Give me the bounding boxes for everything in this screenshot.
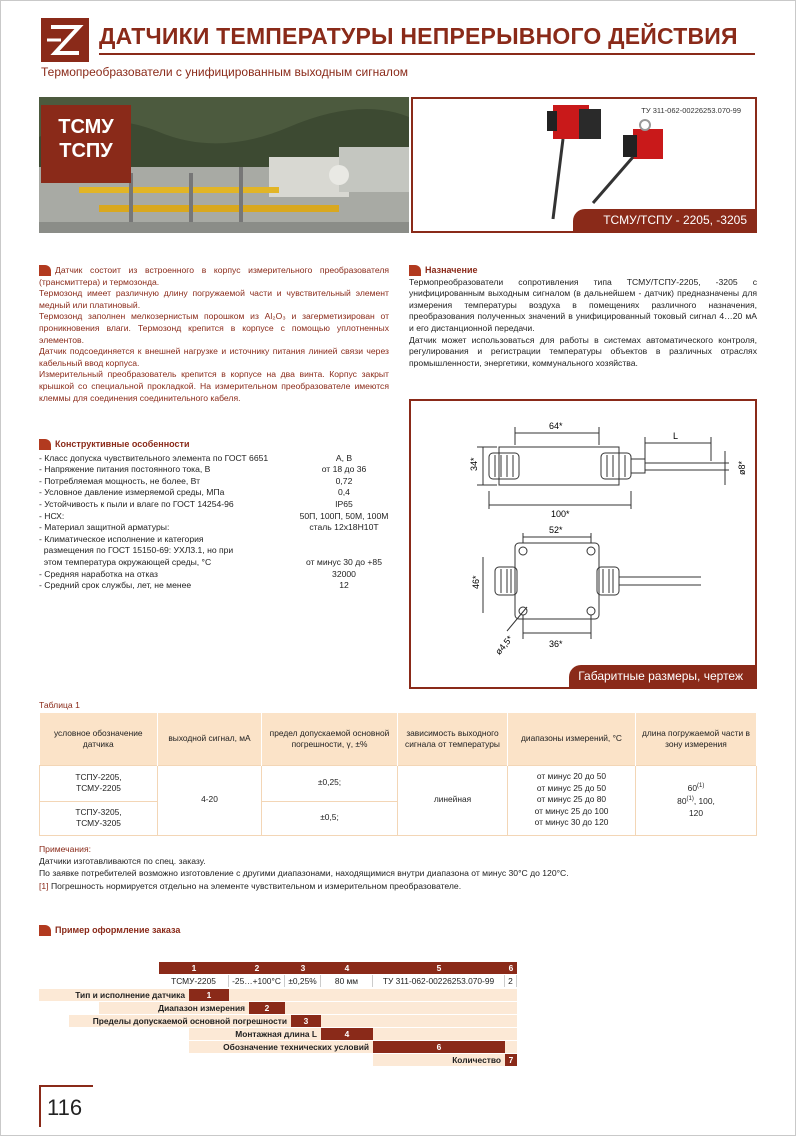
order-value: ТСМУ-2205	[159, 975, 229, 987]
feature-name: - Средний срок службы, лет, не менее	[39, 580, 192, 591]
order-number: 2	[229, 962, 285, 974]
note-line: Погрешность нормируется отдельно на элементе чувствительном и измерительном преобразователе.	[50, 880, 462, 891]
description-paragraph: Датчик подсоединяется к внешней нагрузке и источнику питания линией связи через кабельный ввод корпуса.	[39, 346, 389, 368]
table-header-cell: длина погружаемой части в зону измерения	[636, 713, 757, 765]
order-value: ±0,25%	[285, 975, 321, 987]
order-number: 4	[321, 962, 373, 974]
feature-row	[39, 522, 399, 534]
range-item: от минус 20 до 50	[536, 771, 607, 782]
feature-name: - Класс допуска чувствительного элемента по ГОСТ 6651	[39, 452, 269, 463]
dim-diameter: ø8*	[737, 460, 747, 475]
feature-row	[39, 545, 399, 557]
specs-table	[39, 713, 757, 836]
notes-block	[39, 843, 757, 892]
table-caption: Таблица 1	[39, 700, 80, 710]
dim-hole: ø4,5*	[493, 633, 515, 657]
page-title: ДАТЧИКИ ТЕМПЕРАТУРЫ НЕПРЕРЫВНОГО ДЕЙСТВИЯ	[99, 23, 738, 49]
feature-value: 0,4	[338, 487, 350, 498]
order-value: 2	[505, 975, 517, 987]
order-row-label: Количество	[373, 1054, 505, 1066]
order-row-number: 2	[249, 1002, 285, 1014]
dim-total-width: 100*	[551, 509, 570, 519]
feature-name: - Средняя наработка на отказ	[39, 568, 158, 579]
order-row-fill	[321, 1015, 517, 1027]
order-row-number: 3	[291, 1015, 321, 1027]
order-number: 5	[373, 962, 505, 974]
badge-line-2: ТСПУ	[59, 140, 113, 162]
feature-value: от 18 до 36	[321, 464, 367, 475]
table-header-cell: предел допускаемой основной погрешности, γ, ±%	[262, 713, 398, 765]
order-row-label: Монтажная длина L	[189, 1028, 321, 1040]
dimension-drawing	[409, 399, 757, 689]
order-number: 6	[505, 962, 517, 974]
feature-value: IP65	[335, 498, 353, 509]
feature-name: - Устойчивость к пыли и влаге по ГОСТ 14254-96	[39, 498, 234, 509]
drawing-svg	[411, 401, 755, 671]
dim-box-height: 46*	[471, 575, 481, 589]
length-value: 60	[687, 782, 697, 793]
table-cell: ±0,25;	[262, 765, 398, 801]
banner	[39, 97, 757, 233]
feature-value: сталь 12х18Н10Т	[309, 522, 379, 533]
order-row-label: Диапазон измерения	[99, 1002, 249, 1014]
section-bullet-icon	[409, 265, 421, 276]
description-paragraph: Термозонд заполнен мелкозернистым порошком из Al₂O₃ и загерметизирован от проникновения влаги. Термозонд крепится в корпусе с помощью уплотненных элементов.	[39, 311, 389, 345]
section-bullet-icon	[39, 925, 51, 936]
feature-name: - Материал защитной арматуры:	[39, 522, 170, 533]
feature-value: от минус 30 до +85	[306, 556, 382, 567]
length-value: 80	[677, 796, 687, 807]
description-paragraph: Измерительный преобразователь крепится в корпусе на два винта. Корпус закрыт крышкой со специальной прокладкой. На измерительном преобразователе имеются клеммы для соединения соединительного кабеля.	[39, 369, 389, 403]
length-value: 120	[689, 807, 703, 818]
table-cell: 4-20	[158, 765, 262, 835]
description-paragraph: Датчик состоит из встроенного в корпус измерительного преобразователя (трансмиттера) и термозонда.	[39, 265, 389, 287]
order-row-number: 1	[189, 989, 229, 1001]
note-ref-mark: [1]	[39, 880, 49, 891]
range-item: от минус 30 до 120	[534, 817, 609, 828]
table-header-cell: зависимость выходного сигнала от температуры	[398, 713, 508, 765]
table-cell: ±0,5;	[262, 801, 398, 835]
feature-value: А, В	[335, 452, 353, 463]
order-row-fill	[373, 1028, 517, 1040]
order-value: ТУ 311-062-00226253.070-99	[373, 975, 505, 987]
features-heading: Конструктивные особенности	[55, 439, 190, 449]
order-number: 3	[285, 962, 321, 974]
note-line: Датчики изготавливаются по спец. заказу.	[39, 856, 206, 867]
table-cell: ТСПУ-3205, ТСМУ-3205	[40, 801, 158, 835]
feature-row	[39, 557, 399, 569]
table-cell: ТСПУ-2205, ТСМУ-2205	[40, 765, 158, 801]
order-row-fill	[285, 1002, 517, 1014]
order-value: -25…+100°С	[229, 975, 285, 987]
order-number: 1	[159, 962, 229, 974]
feature-name: - Климатическое исполнение и категория	[39, 533, 204, 544]
range-item: от минус 25 до 80	[536, 794, 607, 805]
dim-height-left: 34*	[469, 457, 479, 471]
feature-row	[39, 499, 399, 511]
order-row-label: Обозначение технических условий	[189, 1041, 373, 1053]
purpose-block	[409, 265, 757, 369]
feature-value: 12	[339, 580, 349, 591]
order-row-number: 7	[505, 1054, 517, 1066]
feature-name: этом температура окружающей среды, °С	[39, 556, 212, 567]
order-row-number: 6	[373, 1041, 505, 1053]
dim-hole-spacing: 36*	[549, 639, 563, 649]
features-block	[39, 439, 399, 592]
footnote-mark: (1)	[686, 796, 694, 803]
order-example	[39, 959, 539, 1069]
table-cell-length	[636, 765, 757, 835]
feature-value	[289, 534, 399, 546]
feature-row	[39, 534, 399, 546]
feature-name: - Напряжение питания постоянного тока, В	[39, 464, 211, 475]
description-paragraph: Термозонд имеет различную длину погружаемой части и чувствительный элемент медный или платиновый.	[39, 288, 389, 310]
notes-heading: Примечания:	[39, 844, 92, 854]
dim-top-width: 64*	[549, 421, 563, 431]
table-row	[40, 765, 757, 801]
feature-value	[289, 545, 399, 557]
range-item: от минус 25 до 50	[536, 782, 607, 793]
feature-row	[39, 464, 399, 476]
feature-row	[39, 569, 399, 581]
length-value: , 100,	[693, 796, 715, 807]
section-bullet-icon	[39, 265, 51, 276]
title-divider	[99, 53, 755, 55]
feature-row	[39, 487, 399, 499]
page-number: 116	[39, 1085, 93, 1127]
feature-row	[39, 453, 399, 465]
section-bullet-icon	[39, 439, 51, 450]
dim-length-l: L	[673, 431, 679, 441]
table-cell-ranges	[508, 765, 636, 835]
description-block	[39, 265, 389, 404]
table-header-cell: выходной сигнал, мА	[158, 713, 262, 765]
range-item: от минус 25 до 100	[534, 805, 609, 816]
feature-value: 32000	[332, 568, 356, 579]
page-subtitle: Термопреобразователи с унифицированным выходным сигналом	[41, 65, 408, 79]
purpose-heading: Назначение	[425, 265, 478, 275]
badge-line-1: ТСМУ	[58, 116, 114, 138]
feature-value: 0,72	[335, 475, 353, 486]
table-header-cell: диапазоны измерений, °С	[508, 713, 636, 765]
order-heading	[39, 925, 180, 936]
order-row-fill	[505, 1041, 517, 1053]
feature-name: - Потребляемая мощность, не более, Вт	[39, 475, 201, 486]
company-logo	[41, 18, 89, 62]
footnote-mark: (1)	[696, 783, 705, 790]
feature-value: 50П, 100П, 50М, 100М	[299, 510, 389, 521]
product-badge	[41, 105, 131, 183]
dim-box-width: 52*	[549, 525, 563, 535]
feature-name: - Условное давление измеряемой среды, МПа	[39, 487, 225, 498]
order-row-fill	[229, 989, 517, 1001]
note-line: По заявке потребителей возможно изготовление с другими диапазонами, находящимися внутри диапазона от минус 30°С до 120°С.	[39, 868, 569, 879]
feature-row	[39, 580, 399, 592]
product-label: ТСМУ/ТСПУ - 2205, -3205	[573, 209, 757, 231]
plant-photo	[39, 97, 409, 233]
table-header-cell: условное обозначение датчика	[40, 713, 158, 765]
feature-name: размещения по ГОСТ 15150-69: УХЛ3.1, но при	[39, 545, 234, 556]
order-heading-text: Пример оформление заказа	[55, 925, 181, 935]
purpose-paragraph: Термопреобразователи сопротивления типа ТСМУ/ТСПУ-2205, -3205 с унифицированным выходным сигналом (в дальнейшем - датчик) предназначены для измерения температуры воздуха в помещениях различного назначения, преобразования полученных значений в унифицированный токовый сигнал 4…20 мА и его дистанционной передачи.	[409, 276, 757, 333]
feature-row	[39, 476, 399, 488]
feature-row	[39, 511, 399, 523]
order-value: 80 мм	[321, 975, 373, 987]
spec-reference: ТУ 311-062-00226253.070-99	[641, 106, 741, 115]
table-header-row	[40, 713, 757, 765]
purpose-paragraph: Датчик может использоваться для работы в системах автоматического контроля, регулирования и регистрации температуры объектов в различных отраслях промышленности, энергетики, коммунального хозяйства.	[409, 334, 757, 368]
order-row-label: Пределы допускаемой основной погрешности	[69, 1015, 291, 1027]
product-panel	[411, 97, 757, 233]
feature-name: - НСХ:	[39, 510, 65, 521]
drawing-label: Габаритные размеры, чертеж	[569, 665, 755, 687]
order-row-number: 4	[321, 1028, 373, 1040]
table-cell: линейная	[398, 765, 508, 835]
order-row-label: Тип и исполнение датчика	[39, 989, 189, 1001]
